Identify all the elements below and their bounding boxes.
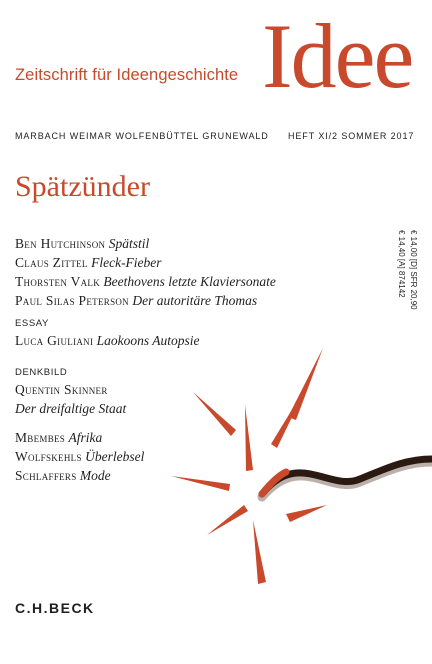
spark-ray: [253, 520, 266, 584]
spark-ray: [245, 405, 253, 471]
extras-title: Afrika: [68, 430, 103, 445]
essay-author: Luca Giuliani: [15, 333, 94, 348]
theme-title: Spätzünder: [15, 170, 150, 203]
contents-author: Ben Hutchinson: [15, 236, 106, 251]
denkbild-author: Quentin Skinner: [15, 382, 108, 397]
contents-author: Claus Zittel: [15, 255, 88, 270]
cities-line: MARBACH WEIMAR WOLFENBÜTTEL GRUNEWALD: [15, 131, 269, 141]
contents-title: Spätstil: [108, 236, 150, 251]
contents-author: Paul Silas Peterson: [15, 293, 129, 308]
contents-title: Der autoritäre Thomas: [132, 293, 258, 308]
spark-ray: [271, 380, 310, 448]
extras-name: Wolfskehls: [15, 449, 82, 464]
contents-title: Fleck-Fieber: [91, 255, 162, 270]
contents-title: Beethovens letzte Klaviersonate: [103, 274, 276, 289]
spark-rays: [171, 348, 327, 584]
price-line-2: € 14,40 [A] 874142: [397, 230, 406, 298]
spark-ray: [171, 476, 230, 491]
extras-name: Schlaffers: [15, 468, 77, 483]
extras-title: Überlebsel: [85, 449, 145, 464]
essay-label: ESSAY: [15, 318, 49, 329]
denkbild-title: Der dreifaltige Staat: [15, 401, 127, 416]
spark-ray: [207, 505, 248, 535]
journal-title: Zeitschrift für Ideengeschichte: [15, 66, 239, 84]
masthead-title: Idee: [262, 5, 413, 107]
denkbild-label: DENKBILD: [15, 367, 68, 378]
issue-line: HEFT XI/2 SOMMER 2017: [288, 131, 415, 141]
spark-ray: [193, 392, 236, 436]
essay-title: Laokoons Autopsie: [96, 333, 200, 348]
price-line-1: € 14,00 [D] SFR 20,90: [409, 230, 418, 310]
publisher-logo: C.H.BECK: [15, 600, 95, 616]
spark-ray: [286, 505, 327, 522]
contents-author: Thorsten Valk: [15, 274, 101, 289]
extras-title: Mode: [79, 468, 111, 483]
extras-name: Mbembes: [15, 430, 66, 445]
